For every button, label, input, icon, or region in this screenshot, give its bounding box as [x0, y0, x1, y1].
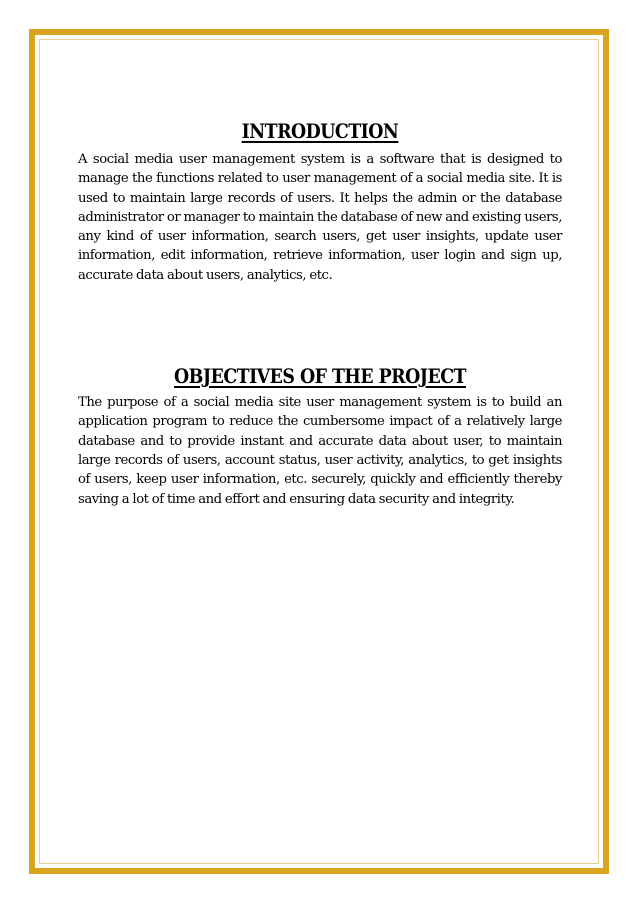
- objectives-paragraph: The purpose of a social media site user management system is to build an application program to reduce the cumbersome impact of a relatively large database and to provide instant and accurate data about user, to maintain large records of users, account status, user activity, analytics, to get insights of users, keep user information, etc. securely, quickly and efficiently thereby saving a lot of time and effort and ensuring data security and integrity.: [78, 395, 562, 507]
- document-content: [78, 113, 562, 509]
- section-spacer: [78, 285, 562, 362]
- introduction-heading: INTRODUCTION: [241, 119, 399, 143]
- introduction-paragraph: A social media user management system is a software that is designed to manage the functions related to user management of a social media site. It is used to maintain large records of users. It helps the admin or the database administrator or manager to maintain the database of new and existing users, any kind of user information, search users, get user insights, update user information, edit information, retrieve information, user login and sign up, accurate data about users, analytics, etc.: [78, 152, 562, 283]
- objectives-heading: OBJECTIVES OF THE PROJECT: [174, 364, 466, 389]
